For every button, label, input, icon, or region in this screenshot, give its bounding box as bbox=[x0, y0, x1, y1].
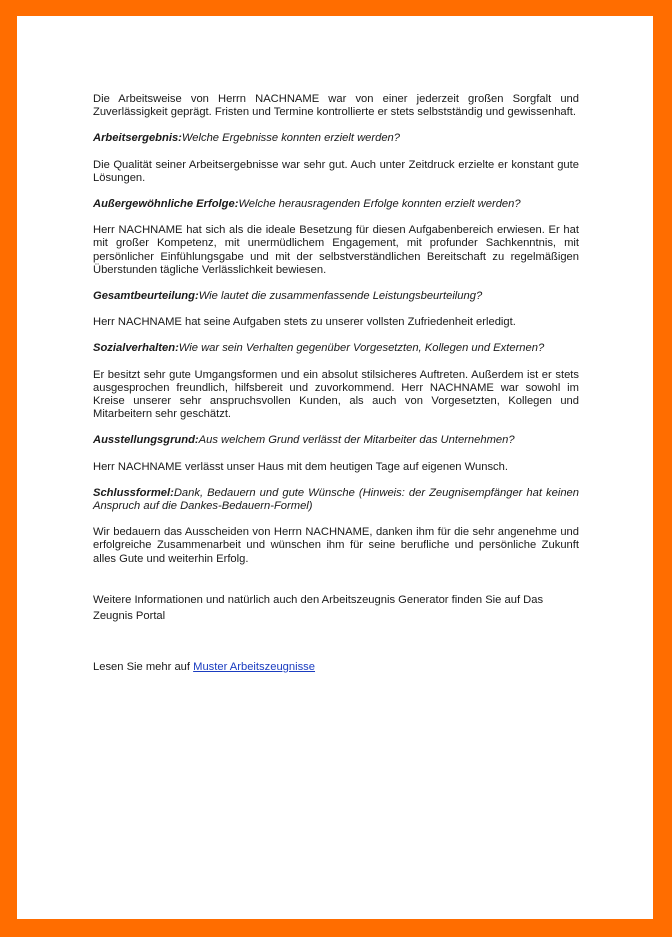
muster-arbeitszeugnisse-link[interactable]: Muster Arbeitszeugnisse bbox=[193, 660, 316, 673]
info-paragraph: Weitere Informationen und natürlich auch den Arbeitszeugnis Generator finden Sie auf Das Zeugnis Portal bbox=[93, 593, 544, 622]
arbeitsergebnis-label: Arbeitsergebnis: bbox=[93, 132, 182, 145]
ausstellungsgrund-label: Ausstellungsgrund: bbox=[93, 434, 199, 447]
erfolge-question: Welche herausragenden Erfolge konnten erzielt werden? bbox=[238, 198, 521, 211]
document-body bbox=[93, 93, 579, 674]
sozialverhalten-heading bbox=[93, 342, 579, 355]
sozialverhalten-answer: Er besitzt sehr gute Umgangsformen und ein absolut stilsicheres Auftreten. Außerdem ist er stets ausgesprochen freundlich, hilfsbereit und zuvorkommend. Herr NACHNAME war sowohl im Kreise unserer sehr anspruchsvollen Kunden, als auch von Vorgesetzten, Kollegen und Mitarbeitern sehr geschätzt. bbox=[93, 368, 579, 421]
intro-paragraph: Die Arbeitsweise von Herrn NACHNAME war von einer jederzeit großen Sorgfalt und Zuverlässigkeit geprägt. Fristen und Termine kontrollierte er stets selbstständig und gewissenhaft. bbox=[93, 93, 579, 119]
schlussformel-label: Schlussformel: bbox=[93, 486, 174, 499]
arbeitsergebnis-question: Welche Ergebnisse konnten erzielt werden? bbox=[181, 132, 400, 145]
erfolge-answer: Herr NACHNAME hat sich als die ideale Besetzung für diesen Aufgabenbereich erwiesen. Er hat mit großer Kompetenz, mit unermüdlichem Engagement, mit profunder Sachkenntnis, mit persönlicher Einfühlungsgabe und mit der selbstverständlichen Bereitschaft zu regelmäßigen Überstunden tägliche Verlässlichkeit bewiesen. bbox=[93, 224, 579, 276]
read-more-line bbox=[93, 661, 579, 674]
sozialverhalten-question: Wie war sein Verhalten gegenüber Vorgesetzten, Kollegen und Externen? bbox=[178, 342, 545, 355]
sozialverhalten-label: Sozialverhalten: bbox=[93, 342, 179, 355]
ausstellungsgrund-heading bbox=[93, 434, 579, 447]
schlussformel-answer: Wir bedauern das Ausscheiden von Herrn NACHNAME, danken ihm für die sehr angenehme und erfolgreiche Zusammenarbeit und wünschen ihm für seine berufliche und persönliche Zukunft alles Gute und weiterhin Erfolg. bbox=[93, 526, 579, 565]
read-more-prefix: Lesen Sie mehr auf bbox=[93, 660, 194, 673]
schlussformel-question: Dank, Bedauern und gute Wünsche (Hinweis: der Zeugnisempfänger hat keinen Anspruch auf die Dankes-Bedauern-Formel) bbox=[93, 486, 579, 513]
ausstellungsgrund-answer: Herr NACHNAME verlässt unser Haus mit dem heutigen Tage auf eigenen Wunsch. bbox=[93, 460, 508, 473]
arbeitsergebnis-heading bbox=[93, 132, 579, 145]
gesamtbeurteilung-question: Wie lautet die zusammenfassende Leistungsbeurteilung? bbox=[198, 290, 483, 303]
erfolge-label: Außergewöhnliche Erfolge: bbox=[93, 198, 239, 211]
document-page bbox=[17, 16, 653, 919]
gesamtbeurteilung-answer: Herr NACHNAME hat seine Aufgaben stets zu unserer vollsten Zufriedenheit erledigt. bbox=[93, 316, 516, 329]
ausstellungsgrund-question: Aus welchem Grund verlässt der Mitarbeiter das Unternehmen? bbox=[198, 434, 515, 447]
gesamtbeurteilung-label: Gesamtbeurteilung: bbox=[93, 290, 199, 303]
arbeitsergebnis-answer: Die Qualität seiner Arbeitsergebnisse war sehr gut. Auch unter Zeitdruck erzielte er konstant gute Lösungen. bbox=[93, 158, 579, 184]
schlussformel-heading bbox=[93, 487, 579, 513]
erfolge-heading bbox=[93, 198, 579, 211]
gesamtbeurteilung-heading bbox=[93, 290, 579, 303]
